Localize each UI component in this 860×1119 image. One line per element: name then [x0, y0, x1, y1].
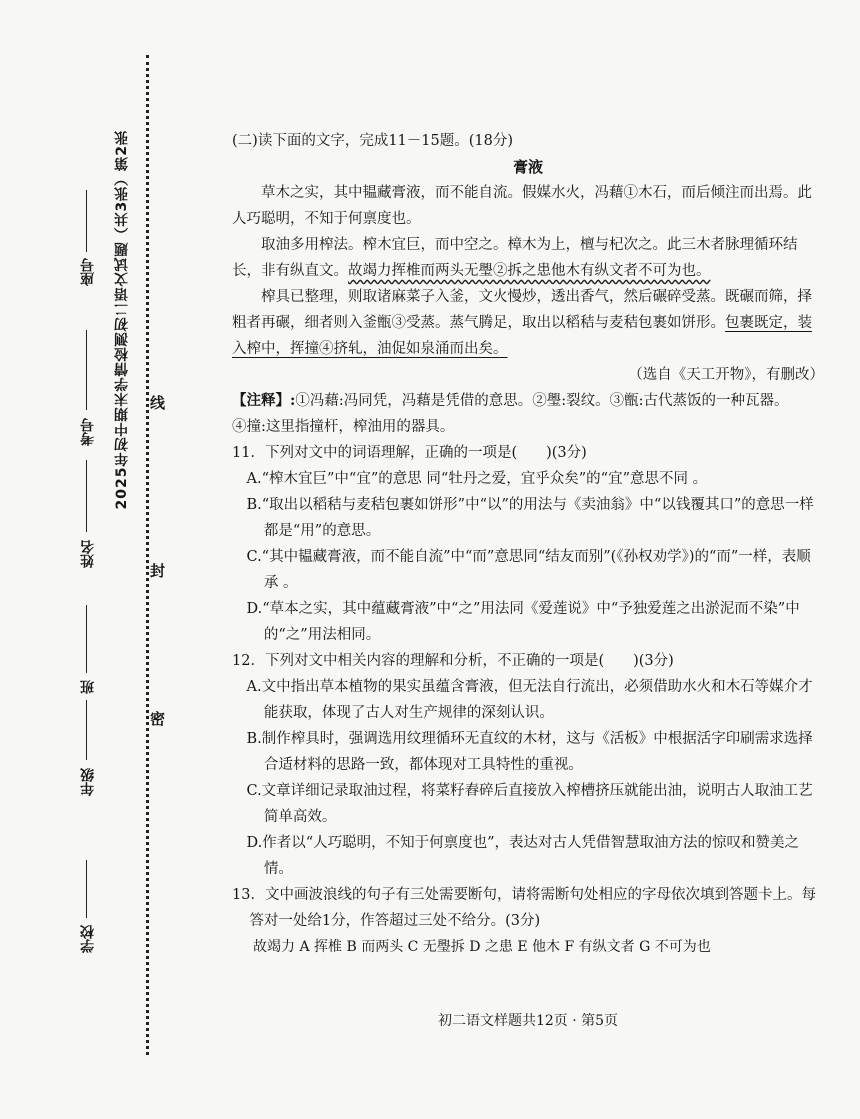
passage-title: 膏液 [512, 158, 543, 176]
underlined-sentence: 包裹既定，装入榨中，挥撞④挤轧，油促如泉涌而出矣。 [232, 315, 812, 357]
seal-mi: 密 [150, 710, 166, 728]
field-name-label: 姓名 [80, 540, 96, 568]
q12-stem: 12．下列对文中相关内容的理解和分析，不正确的一项是( )(3分) [232, 653, 674, 669]
notes-text-1: ①冯藉:冯同凭，冯藉是凭借的意思。②璺:裂纹。③甑:古代蒸饭的一种瓦器。 [295, 393, 789, 409]
binding-dotted-line [146, 55, 149, 1055]
field-grade-label: 年级 [80, 768, 96, 796]
page-footer: 初二语文样题共12页 · 第5页 [437, 1013, 619, 1029]
field-class-line [86, 605, 87, 673]
field-exam-no-line [86, 330, 87, 410]
notes-label: 【注释】: [232, 392, 296, 409]
seal-feng: 封 [150, 562, 166, 580]
field-school-line [86, 860, 87, 918]
notes-line-1 [232, 388, 824, 414]
q11-option-d: D.“草本之实，其中蕴藏膏液”中“之”用法同《爱莲说》中“予独爱莲之出淤泥而不染”中的“之”用法相同。 [246, 601, 800, 643]
q11-option-c: C.“其中韫藏膏液，而不能自流”中“而”意思同“结友而别”(《孙权劝学》)的“而”一样，表顺承 。 [246, 549, 811, 591]
passage-paragraph-1: 草木之实，其中韫藏膏液，而不能自流。假媒水火，冯藉①木石，而后倾注而出焉。此人巧聪明，不知于何禀度也。 [232, 185, 812, 227]
q11-option-a: A.“榨木宜巨”中“宜”的意思 同“牡丹之爱，宜乎众矣”的“宜”意思不同 。 [246, 471, 708, 487]
field-seat-line [86, 190, 87, 252]
field-class-label: 班 [80, 680, 96, 694]
passage-paragraph-3 [232, 284, 824, 362]
q12-option-d: D.作者以“人巧聪明，不知于何禀度也”，表达对古人凭借智慧取油方法的惊叹和赞美之情。 [246, 835, 800, 877]
q13-sentence: 故竭力 A 挥椎 B 而两头 C 无璺拆 D 之患 E 他木 F 有纵文者 G 不可为也 [253, 939, 711, 955]
paragraph-3-text: 榨具已整理，则取诸麻菜子入釜，文火慢炒，透出香气，然后碾碎受蒸。既碾而筛，择粗者再碾，细者则入釜甑③受蒸。蒸气腾足，取出以稻秸与麦秸包裹如饼形。 [232, 289, 812, 331]
q11-stem: 11．下列对文中的词语理解，正确的一项是( )(3分) [232, 445, 587, 461]
paragraph-2-text: 取油多用榨法。榨木宜巨，而中空之。樟木为上，檀与杞次之。此三木者脉理循环结长，非有纵直文。 [232, 237, 798, 279]
field-grade-line [86, 700, 87, 760]
passage-source: （选自《天工开物》，有删改） [628, 367, 824, 383]
field-seat-label: 座号 [80, 258, 96, 286]
wavy-underlined-sentence: 故竭力挥椎而两头无璺②拆之患他木有纵文者不可为也。 [348, 263, 711, 279]
exam-title-vertical: 2025年初中期末学情检测初二语文试题（共3张）第2张 [114, 130, 130, 510]
q11-option-b: B.“取出以稻秸与麦秸包裹如饼形”中“以”的用法与《卖油翁》中“以钱覆其口”的意思一样都是“用”的意思。 [246, 497, 814, 539]
notes-line-2: ④撞:这里指撞杆，榨油用的器具。 [232, 419, 455, 435]
seal-xian: 线 [150, 394, 166, 412]
q12-option-a: A.文中指出草本植物的果实虽蕴含膏液，但无法自行流出，必须借助水火和木石等媒介才能获取，体现了古人对生产规律的深刻认识。 [246, 679, 813, 721]
passage-paragraph-2 [232, 232, 824, 284]
q12-option-c: C.文章详细记录取油过程，将菜籽舂碎后直接放入榨槽挤压就能出油，说明古人取油工艺简单高效。 [246, 783, 813, 825]
field-name-line [86, 460, 87, 532]
main-content [232, 128, 824, 960]
field-school-label: 学校 [80, 925, 96, 953]
q12-option-b: B.制作榨具时，强调选用纹理循环无直纹的木材，这与《活板》中根据活字印刷需求选择合适材料的思路一致，都体现对工具特性的重视。 [246, 731, 813, 773]
q13-stem: 13．文中画波浪线的句子有三处需要断句，请将需断句处相应的字母依次填到答题卡上。每答对一处给1分，作答超过三处不给分。(3分) [232, 887, 816, 929]
section-heading: (二)读下面的文字，完成11－15题。(18分) [232, 133, 513, 149]
field-exam-no-label: 考号 [80, 418, 96, 446]
